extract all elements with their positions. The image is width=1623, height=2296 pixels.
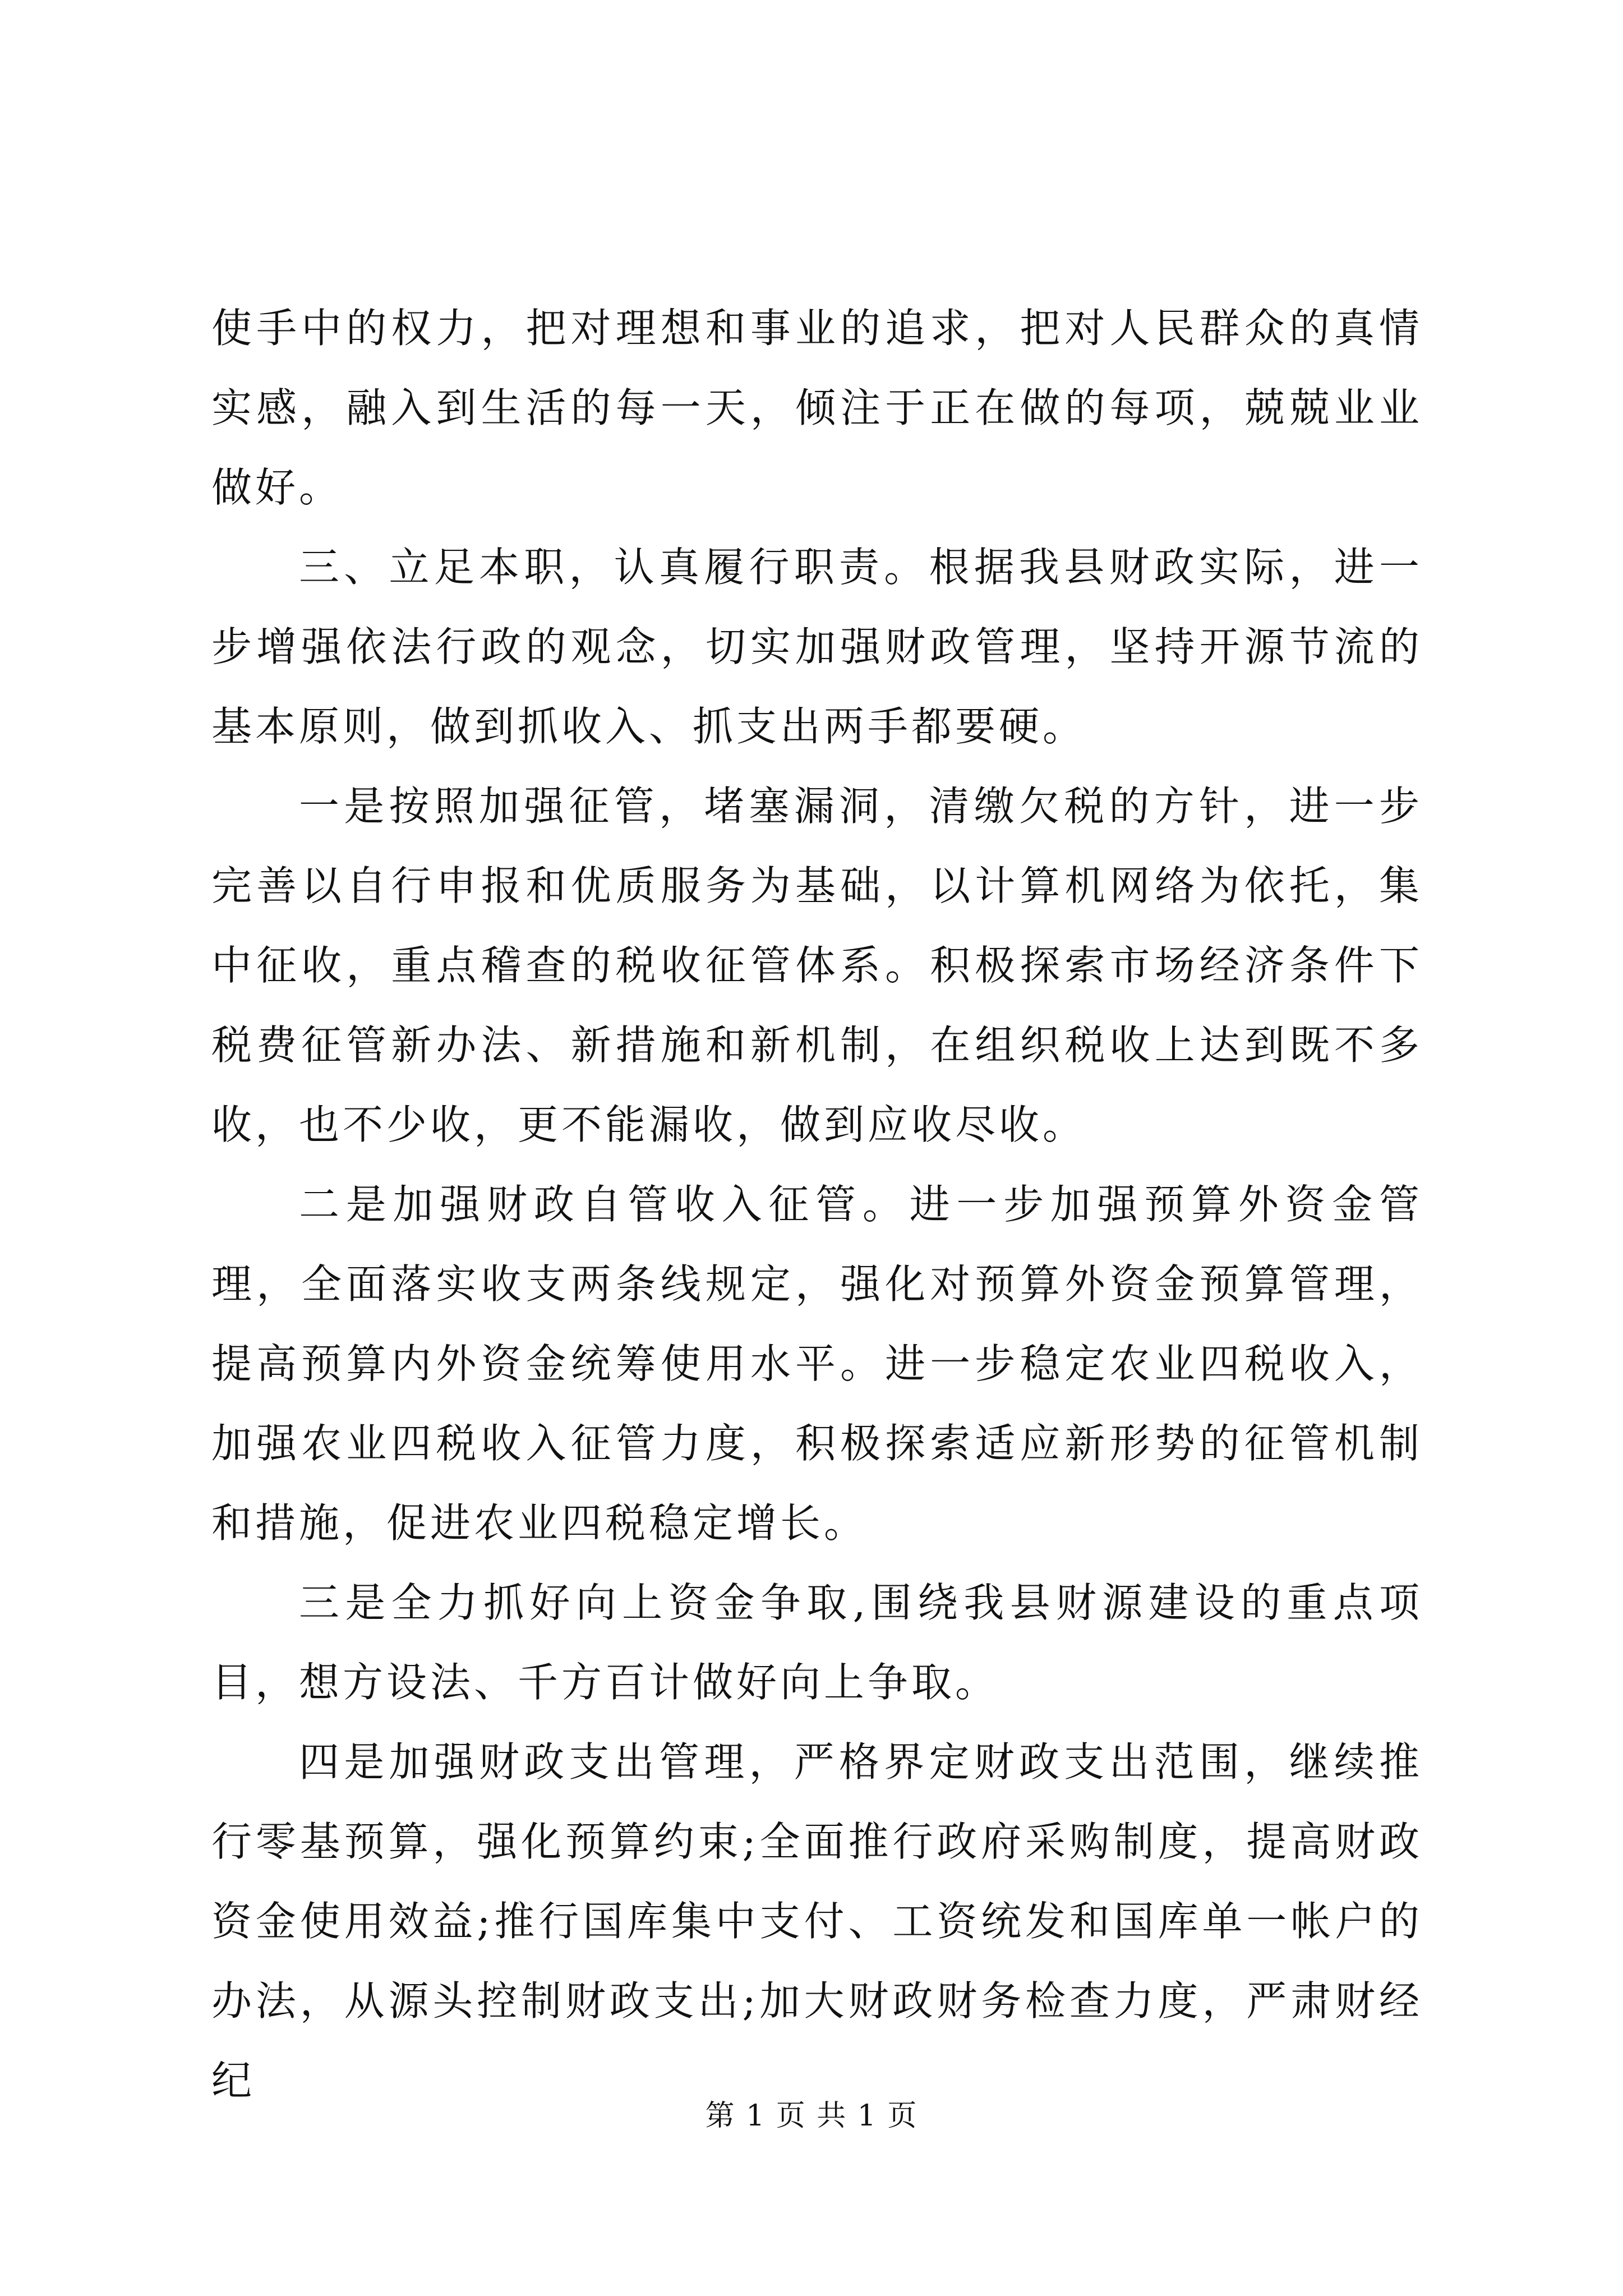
paragraph-2: 三、立足本职，认真履行职责。根据我县财政实际，进一步增强依法行政的观念，切实加强财政管理，坚持开源节流的基本原则，做到抓收入、抓支出两手都要硬。	[211, 544, 1423, 750]
paragraph-3: 一是按照加强征管，堵塞漏洞，清缴欠税的方针，进一步完善以自行申报和优质服务为基础，以计算机网络为依托，集中征收，重点稽查的税收征管体系。积极探索市场经济条件下税费征管新办法、新措施和新机制，在组织税收上达到既不多收，也不少收，更不能漏收，做到应收尽收。	[211, 783, 1423, 1148]
body-text	[211, 288, 1423, 2120]
paragraph-1: 使手中的权力，把对理想和事业的追求，把对人民群众的真情实感，融入到生活的每一天，倾注于正在做的每项，兢兢业业做好。	[211, 305, 1423, 511]
paragraph-5: 三是全力抓好向上资金争取,围绕我县财源建设的重点项目，想方设法、千方百计做好向上争取。	[211, 1579, 1423, 1706]
paragraph-6: 四是加强财政支出管理，严格界定财政支出范围，继续推行零基预算，强化预算约束;全面推行政府采购制度，提高财政资金使用效益;推行国库集中支付、工资统发和国库单一帐户的办法，从源头控制财政支出;加大财政财务检查力度，严肃财经纪	[211, 1738, 1423, 2104]
page-footer: 第 1 页 共 1 页	[705, 2099, 918, 2133]
paragraph-4: 二是加强财政自管收入征管。进一步加强预算外资金管理，全面落实收支两条线规定，强化对预算外资金预算管理，提高预算内外资金统筹使用水平。进一步稳定农业四税收入，加强农业四税收入征管力度，积极探索适应新形势的征管机制和措施，促进农业四税稳定增长。	[211, 1181, 1423, 1547]
